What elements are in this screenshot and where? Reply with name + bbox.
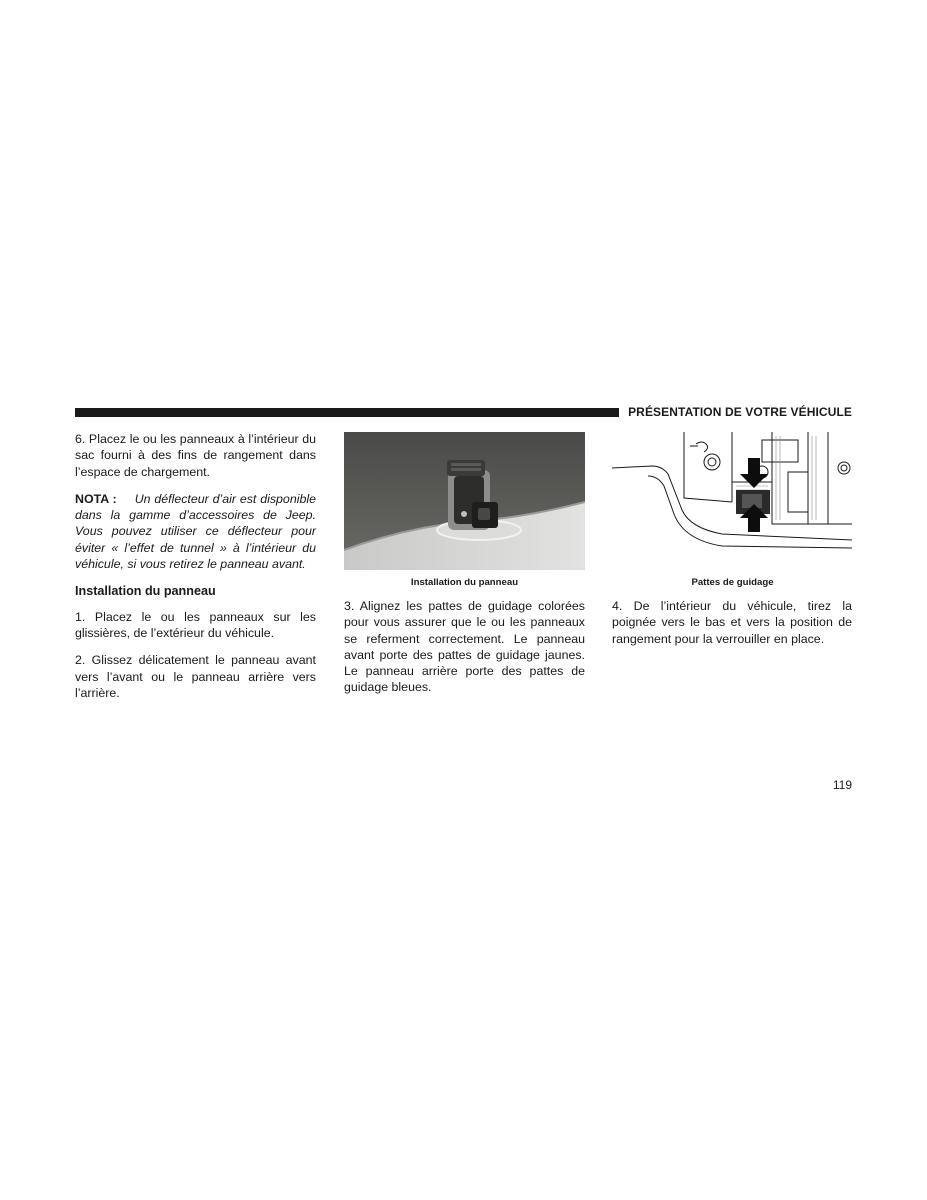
step-3-text: 3. Alignez les pattes de guidage colorées pour vous assurer que le ou les panneaux se referment correctement. Le panneau avant porte des pattes de guidage jaunes. Le panneau arrière porte des pattes de guidage bleues. — [344, 599, 585, 695]
step-2-text: 2. Glissez délicatement le panneau avant vers l’avant ou le panneau arrière vers l’arrière. — [75, 653, 316, 700]
step-6-text: 6. Placez le ou les panneaux à l’intérieur du sac fourni à des fins de rangement dans l’espace de chargement. — [75, 432, 316, 479]
nota-text: Un déflecteur d’air est disponible dans la gamme d’accessoires de Jeep. Vous pouvez utiliser ce déflecteur pour éviter « l’effet de tunnel » à l’intérieur du véhicule, si vous retirez le panneau avant. — [75, 491, 316, 572]
left-column — [75, 431, 316, 712]
section-title: PRÉSENTATION DE VOTRE VÉHICULE — [628, 405, 852, 419]
step-1-text: 1. Placez le ou les panneaux sur les glissières, de l’extérieur du véhicule. — [75, 609, 316, 640]
panel-latch-photo-icon — [344, 432, 585, 570]
nota-block — [75, 491, 316, 572]
step-4-text: 4. De l’intérieur du véhicule, tirez la poignée vers le bas et vers la position de rangement pour la verrouiller en place. — [612, 599, 852, 646]
guide-tabs-diagram — [612, 432, 852, 570]
panel-latch-photo — [344, 432, 585, 570]
figure-caption-guide-tabs: Pattes de guidage — [691, 577, 774, 588]
nota-label: NOTA : — [75, 491, 117, 506]
figure-caption-installation: Installation du panneau — [410, 577, 519, 588]
section-heading: Installation du panneau — [75, 584, 216, 599]
middle-column — [344, 598, 585, 707]
guide-tabs-diagram-icon — [612, 432, 852, 570]
right-column — [612, 598, 852, 658]
page-number: 119 — [832, 778, 852, 792]
header-rule — [75, 408, 619, 417]
